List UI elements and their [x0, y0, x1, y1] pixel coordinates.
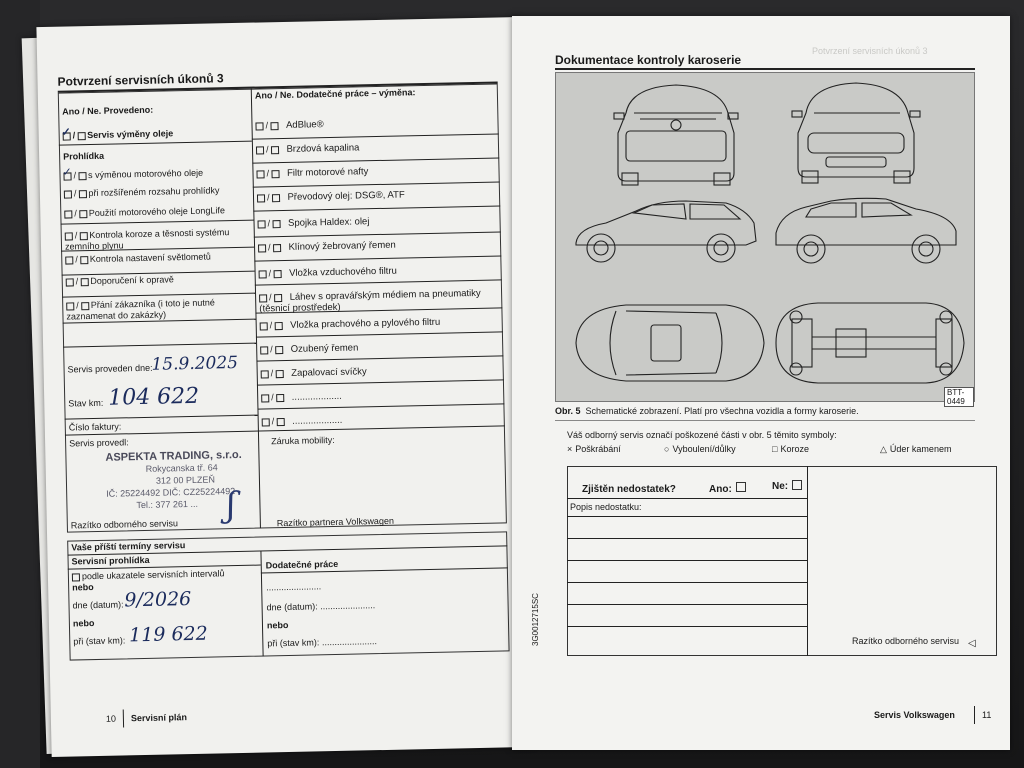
left-row-label: Servis výměny oleje	[87, 128, 174, 141]
left-row-label: Doporučení k opravě	[90, 274, 174, 287]
or-label: nebo	[72, 582, 94, 593]
yes-checkbox[interactable]	[256, 146, 264, 154]
yes-checkbox[interactable]	[256, 170, 264, 178]
right-page	[512, 16, 1010, 750]
indicator-checkbox[interactable]	[72, 573, 80, 581]
left-page	[36, 17, 533, 757]
left-row-label: Kontrola nastavení světlometů	[89, 251, 211, 265]
right-row-label: Zapalovací svíčky	[291, 366, 367, 379]
car-diagram	[555, 72, 975, 406]
desc-line	[567, 560, 807, 561]
no-checkbox[interactable]	[77, 132, 85, 140]
yes-checkbox[interactable]	[62, 166, 72, 180]
partner-stamp-label: Razítko partnera Volkswagen	[276, 515, 395, 529]
extra-date-label: dne (datum):	[266, 601, 318, 613]
no-checkbox[interactable]	[273, 270, 281, 278]
yes-checkbox[interactable]	[262, 418, 270, 426]
right-col-header: Ano / Ne. Dodatečné práce – výměna:	[254, 87, 416, 101]
yes-checkbox[interactable]	[258, 244, 266, 252]
right-row-label: Brzdová kapalina	[286, 142, 360, 155]
damage-symbol-label: Koroze	[780, 444, 809, 454]
damage-symbol-label: Poškrábání	[575, 444, 621, 454]
desc-line	[567, 582, 807, 583]
damage-symbol-legend	[880, 444, 951, 455]
no-checkbox[interactable]	[275, 346, 283, 354]
no-checkbox[interactable]	[80, 256, 88, 264]
slash: /	[266, 168, 270, 179]
yes-checkbox[interactable]	[260, 346, 268, 354]
right-row-label: Filtr motorové nafty	[286, 166, 369, 179]
slash: /	[73, 188, 77, 199]
right-page-number: 11	[982, 710, 992, 720]
no-checkbox[interactable]	[272, 220, 280, 228]
car-side-right-view	[776, 198, 956, 263]
date-label: dne (datum):	[72, 599, 124, 611]
yes-checkbox[interactable]	[65, 232, 73, 240]
left-col-header: Ano / Ne. Provedeno:	[62, 104, 154, 117]
slash: /	[270, 368, 274, 379]
no-checkbox[interactable]	[78, 172, 86, 180]
mark-instruction: Váš odborný servis označí poškozené části v obr. 5 těmito symboly:	[567, 430, 837, 440]
car-drawings	[556, 73, 976, 403]
mileage-handwritten: 104 622	[107, 383, 200, 411]
extra-or: nebo	[266, 619, 289, 631]
no-checkbox[interactable]	[274, 322, 282, 330]
no-checkbox[interactable]	[271, 194, 279, 202]
stamp-line: IČ: 25224492 DIČ: CZ25224492	[106, 486, 236, 499]
invoice-label: Číslo faktury:	[68, 421, 122, 433]
damage-symbol-label: Vyboulení/důlky	[672, 444, 736, 454]
stamp-line: 312 00 PLZEŇ	[155, 474, 216, 486]
slash: /	[265, 120, 269, 131]
yes-checkbox[interactable]	[65, 256, 73, 264]
right-row-label: Klínový žebrovaný řemen	[288, 239, 396, 253]
slash: /	[265, 144, 269, 155]
yes-checkbox[interactable]	[736, 482, 746, 492]
yes-checkbox[interactable]	[261, 370, 269, 378]
footer-rule	[123, 709, 124, 727]
left-row-label: Kontrola koroze a těsnosti systému zemního plynu	[64, 227, 230, 252]
right-footer: Servis Volkswagen	[874, 710, 955, 720]
yes-checkbox[interactable]	[260, 322, 268, 330]
dealer-stamp-label: Razítko odborného servisu	[70, 518, 178, 531]
left-row-item	[65, 227, 251, 253]
no-checkbox[interactable]	[275, 370, 283, 378]
right-row-label: Spojka Haldex: olej	[287, 216, 370, 229]
slash: /	[268, 268, 272, 279]
no-checkbox[interactable]	[80, 278, 88, 286]
left-footer: Servisní plán	[130, 712, 188, 724]
signature: ʃ	[226, 485, 237, 526]
damage-symbol-legend	[664, 444, 736, 455]
damage-symbol-legend	[772, 444, 809, 455]
right-row-label: ...................	[291, 390, 342, 403]
left-row-label: Použití motorového oleje LongLife	[88, 205, 225, 219]
left-page-number: 10	[105, 713, 117, 724]
figure-caption-text: Schematické zobrazení. Platí pro všechna vozidla a formy karoserie.	[585, 406, 859, 416]
stamp-line: Tel.: 377 261 ...	[136, 498, 199, 511]
right-row-label: Láhev s opravářským médiem na pneumatiky (těsnicí prostředek)	[259, 287, 481, 315]
next-dates-title: Vaše příští termíny servisu	[71, 540, 186, 553]
no-checkbox[interactable]	[276, 418, 284, 426]
yes-checkbox[interactable]	[64, 210, 72, 218]
yes-checkbox[interactable]	[259, 294, 267, 302]
extra-km-dots: ......................	[321, 636, 377, 648]
no-checkbox[interactable]	[276, 394, 284, 402]
damage-symbol-icon: ○	[664, 444, 670, 454]
car-underbody-view	[776, 303, 964, 383]
mileage-label: Stav km:	[68, 397, 104, 409]
right-row-label: Ozubený řemen	[290, 342, 359, 355]
slash: /	[266, 192, 270, 203]
yes-checkbox[interactable]	[259, 270, 267, 278]
no-checkbox[interactable]	[274, 294, 282, 302]
no-checkbox[interactable]	[792, 480, 802, 490]
slash: /	[73, 170, 77, 181]
slash: /	[75, 276, 79, 287]
right-row-label: Vložka prachového a pylového filtru	[290, 316, 441, 331]
no-checkbox[interactable]	[78, 190, 86, 198]
side-code: 3G0012715SC	[531, 593, 540, 646]
right-row-label: Převodový olej: DSG®, ATF	[287, 189, 405, 203]
yes-checkbox[interactable]	[257, 194, 265, 202]
slash: /	[74, 208, 77, 219]
left-page-title: Potvrzení servisních úkonů 3	[57, 71, 224, 89]
next-date-handwritten: 9/2026	[124, 588, 192, 612]
slash: /	[269, 292, 272, 303]
extra-dots: ......................	[266, 581, 322, 593]
check-mark-icon: ✓	[62, 166, 72, 179]
performed-by-label: Servis provedl:	[69, 437, 129, 449]
service-date-label: Servis proveden dne:	[67, 362, 153, 375]
desc-line	[567, 604, 807, 605]
left-row-label: při rozšířeném rozsahu prohlídky	[88, 185, 220, 199]
no-checkbox[interactable]	[270, 146, 278, 154]
yes-checkbox[interactable]	[255, 122, 263, 130]
slash: /	[75, 254, 78, 265]
no-checkbox[interactable]	[270, 122, 278, 130]
slash: /	[269, 320, 273, 331]
bleed-through-text: Potvrzení servisních úkonů 3	[812, 46, 928, 56]
next-extra-header: Dodatečné práce	[265, 558, 339, 571]
footer-rule	[974, 706, 975, 724]
yes-label: Ano:	[709, 484, 732, 495]
right-row-label: AdBlue®	[285, 119, 324, 131]
service-date-handwritten: 15.9.2025	[151, 352, 239, 375]
km-label: při (stav km):	[73, 635, 126, 647]
car-side-left-view	[576, 201, 756, 262]
car-top-view	[576, 305, 764, 381]
yes-checkbox[interactable]	[261, 394, 269, 402]
slash: /	[76, 300, 79, 311]
diagram-code: BTT-0449	[944, 387, 974, 407]
figure-caption	[555, 406, 859, 417]
yes-checkbox[interactable]	[64, 190, 72, 198]
no-checkbox[interactable]	[273, 244, 281, 252]
continue-triangle: ◁	[968, 638, 976, 649]
damage-symbol-icon: □	[772, 444, 778, 454]
damage-symbol-legend	[567, 444, 621, 455]
slash: /	[74, 230, 78, 241]
left-row-label: Přání zákazníka (i toto je nutné zaznamenat do zakázky)	[66, 297, 215, 322]
title-rule	[555, 68, 975, 70]
check-mark-icon: ✓	[61, 126, 71, 139]
figure-label: Obr. 5	[555, 406, 581, 416]
damage-symbol-icon: △	[880, 444, 887, 454]
slash: /	[271, 416, 275, 427]
yes-checkbox[interactable]	[61, 126, 71, 140]
desc-line	[567, 516, 807, 517]
yes-checkbox[interactable]	[66, 302, 74, 310]
defect-question: Zjištěn nedostatek?	[582, 484, 676, 495]
damage-symbol-label: Úder kamenem	[889, 444, 952, 454]
stamp-line: Rokycanska tř. 64	[145, 462, 218, 474]
slash: /	[72, 130, 76, 141]
desc-line	[567, 538, 807, 539]
caption-rule	[555, 420, 975, 421]
next-service-header: Servisní prohlídka	[71, 554, 150, 567]
right-stamp-label: Razítko odborného servisu	[852, 636, 960, 646]
right-row-label: ...................	[292, 414, 343, 427]
no-label: Ne:	[772, 481, 789, 492]
left-row-label: s výměnou motorového oleje	[87, 167, 204, 181]
defect-desc-label: Popis nedostatku:	[570, 502, 642, 512]
extra-date	[267, 600, 376, 613]
right-row-label: Vložka vzduchového filtru	[289, 265, 397, 279]
warranty-label: Záruka mobility:	[271, 434, 335, 447]
no-checkbox[interactable]	[79, 232, 87, 240]
extra-km	[267, 636, 377, 649]
stamp-line: ASPEKTA TRADING, s.r.o.	[105, 448, 242, 464]
extra-date-dots: ......................	[320, 600, 376, 612]
extra-km-label: při (stav km):	[267, 637, 320, 649]
slash: /	[267, 218, 271, 229]
dealer-stamp	[105, 449, 243, 512]
indicator-label: podle ukazatele servisních intervalů	[81, 568, 225, 582]
defect-divider	[807, 466, 808, 656]
row-rule	[567, 498, 807, 499]
slash: /	[271, 392, 274, 403]
left-row-label: Prohlídka	[63, 150, 105, 162]
right-page-title: Dokumentace kontroly karoserie	[555, 53, 742, 67]
next-km-handwritten: 119 622	[128, 622, 208, 647]
or-label: nebo	[72, 618, 95, 629]
yes-checkbox[interactable]	[66, 278, 74, 286]
car-rear-view	[614, 85, 738, 185]
no-checkbox[interactable]	[79, 210, 87, 218]
no-checkbox[interactable]	[81, 302, 89, 310]
left-row-item	[66, 297, 252, 323]
yes-checkbox[interactable]	[258, 220, 266, 228]
car-front-view	[792, 83, 920, 183]
slash: /	[270, 344, 273, 355]
slash: /	[267, 242, 271, 253]
no-checkbox[interactable]	[271, 170, 279, 178]
desc-line	[567, 626, 807, 627]
damage-symbol-icon: ×	[567, 444, 573, 454]
